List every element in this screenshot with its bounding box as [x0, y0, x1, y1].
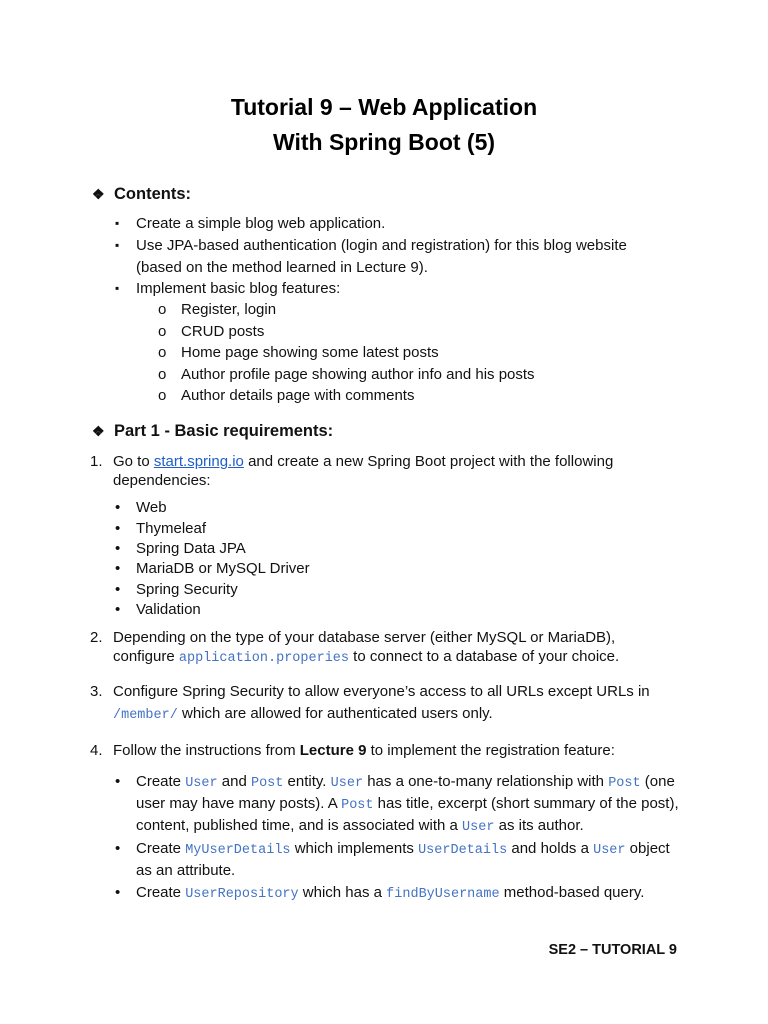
code-post: Post — [250, 776, 284, 791]
code-myuserdetails: MyUserDetails — [185, 843, 291, 858]
text: Create — [136, 884, 186, 901]
text: Create — [136, 840, 186, 857]
start-spring-io-link[interactable]: start.spring.io — [153, 453, 244, 470]
code-post: Post — [341, 798, 374, 813]
step1-line-2: dependencies: — [113, 472, 211, 489]
contents-sub-item: Home page showing some latest posts — [181, 344, 439, 361]
dot-bullet-icon: • — [115, 601, 121, 618]
text: (one — [640, 773, 675, 790]
dot-bullet-icon: • — [115, 773, 121, 790]
dependency-item: Thymeleaf — [136, 520, 207, 537]
step2-text: to connect to a database of your choice. — [349, 648, 620, 665]
step1-text: and create a new Spring Boot project with the following — [243, 453, 614, 470]
step1-text: Go to — [113, 453, 154, 470]
step-number: 4. — [90, 742, 103, 759]
contents-item: Create a simple blog web application. — [136, 215, 386, 232]
text: content, published time, and is associated with a — [136, 817, 463, 834]
page-title-line-2: With Spring Boot (5) — [272, 129, 496, 155]
contents-sub-item: Author profile page showing author info and his posts — [181, 366, 535, 383]
step4-bullet3-line-1 — [136, 882, 644, 906]
dot-bullet-icon: • — [115, 520, 121, 537]
step3-text: which are allowed for authenticated users only. — [177, 705, 493, 722]
circle-bullet-icon: o — [158, 323, 167, 340]
step4-bullet2-line-2: as an attribute. — [136, 862, 236, 879]
circle-bullet-icon: o — [158, 387, 167, 404]
text: method-based query. — [499, 884, 645, 901]
contents-item: Implement basic blog features: — [136, 280, 341, 297]
text: which has a — [298, 884, 387, 901]
dependency-item: Web — [136, 499, 167, 516]
step4-text: Follow the instructions from — [113, 742, 300, 759]
step3-line-1: Configure Spring Security to allow everyone’s access to all URLs except URLs in — [113, 683, 650, 700]
step-number: 3. — [90, 683, 103, 700]
text: entity. — [283, 773, 331, 790]
lecture-9-bold: Lecture 9 — [299, 742, 367, 759]
step4-line-1 — [113, 740, 615, 762]
dependency-item: Spring Security — [136, 581, 238, 598]
step4-bullet2-line-1 — [136, 838, 670, 862]
dependency-item: Spring Data JPA — [136, 540, 246, 557]
text: user may have many posts). A — [136, 795, 342, 812]
dot-bullet-icon: • — [115, 581, 121, 598]
text: and — [217, 773, 251, 790]
contents-item-continued: (based on the method learned in Lecture 9). — [136, 259, 428, 276]
step2-line-2 — [113, 646, 619, 670]
step3-line-2 — [113, 703, 493, 727]
dependency-item: Validation — [136, 601, 201, 618]
text: which implements — [290, 840, 419, 857]
text: has a one-to-many relationship with — [363, 773, 609, 790]
code-application-properies: application.properies — [178, 651, 350, 666]
code-userrepository: UserRepository — [185, 887, 299, 902]
dot-bullet-icon: • — [115, 840, 121, 857]
circle-bullet-icon: o — [158, 301, 167, 318]
part1-heading — [92, 420, 333, 442]
text: and holds a — [507, 840, 594, 857]
square-bullet-icon: ▪ — [115, 238, 120, 252]
step-number: 2. — [90, 629, 103, 646]
dependency-item: MariaDB or MySQL Driver — [136, 560, 310, 577]
step-number: 1. — [90, 453, 103, 470]
dot-bullet-icon: • — [115, 884, 121, 901]
circle-bullet-icon: o — [158, 366, 167, 383]
code-findbyusername: findByUsername — [386, 887, 500, 902]
step4-bullet1-line-3 — [136, 815, 584, 839]
text: as its author. — [494, 817, 584, 834]
step4-bullet1-line-2 — [136, 793, 679, 817]
text: object — [625, 840, 670, 857]
diamond-bullet-icon: ❖ — [92, 186, 105, 202]
code-userdetails: UserDetails — [418, 843, 508, 858]
step4-bullet1-line-1 — [136, 771, 675, 795]
code-post: Post — [608, 776, 641, 791]
square-bullet-icon: ▪ — [115, 216, 120, 230]
contents-item: Use JPA-based authentication (login and registration) for this blog website — [136, 237, 627, 254]
diamond-bullet-icon: ❖ — [92, 423, 105, 439]
code-member-path: /member/ — [113, 708, 178, 723]
text: Create — [136, 773, 186, 790]
dot-bullet-icon: • — [115, 560, 121, 577]
code-user: User — [185, 776, 218, 791]
contents-heading — [92, 183, 191, 205]
circle-bullet-icon: o — [158, 344, 167, 361]
code-user: User — [330, 776, 364, 791]
page-title-line-1: Tutorial 9 – Web Application — [230, 94, 538, 120]
page-footer: SE2 – TUTORIAL 9 — [548, 942, 677, 958]
code-user: User — [593, 843, 626, 858]
part1-heading-text: Part 1 - Basic requirements: — [114, 422, 334, 440]
contents-sub-item: Author details page with comments — [181, 387, 415, 404]
step2-text: configure — [113, 648, 179, 665]
contents-sub-item: CRUD posts — [181, 323, 265, 340]
text: has title, excerpt (short summary of the post), — [373, 795, 679, 812]
dot-bullet-icon: • — [115, 499, 121, 516]
code-user: User — [462, 820, 495, 835]
dot-bullet-icon: • — [115, 540, 121, 557]
contents-heading-text: Contents: — [114, 185, 191, 203]
step4-text: to implement the registration feature: — [366, 742, 615, 759]
contents-sub-item: Register, login — [181, 301, 277, 318]
square-bullet-icon: ▪ — [115, 281, 120, 295]
step2-line-1: Depending on the type of your database server (either MySQL or MariaDB), — [113, 629, 616, 646]
